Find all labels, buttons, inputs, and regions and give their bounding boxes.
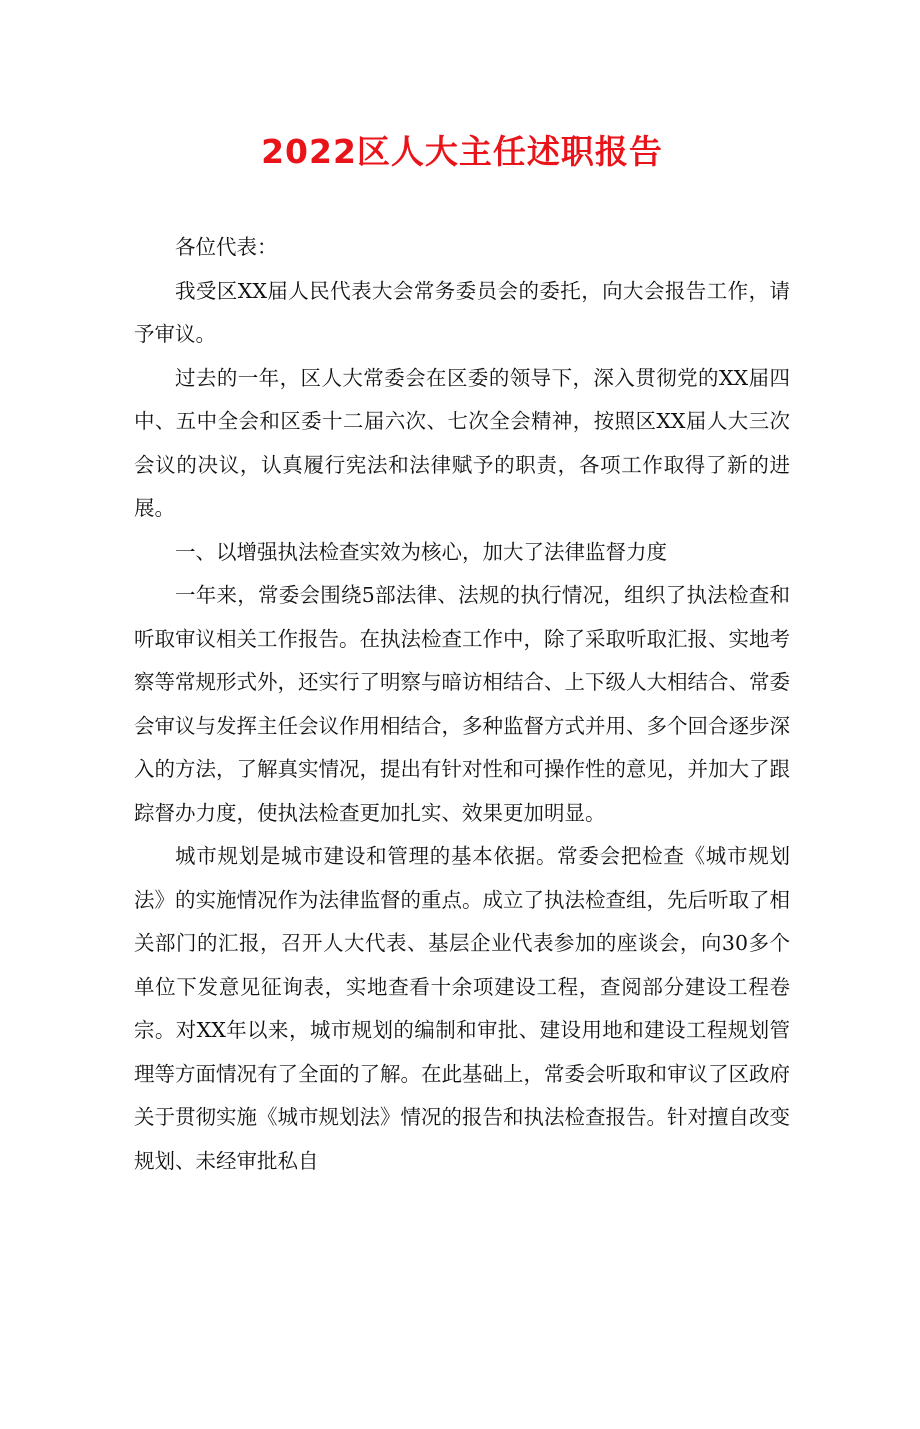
intro-paragraph: 我受区XX届人民代表大会常务委员会的委托，向大会报告工作，请予审议。	[134, 278, 790, 346]
overview-paragraph: 过去的一年，区人大常委会在区委的领导下，深入贯彻党的XX届四中、五中全会和区委十二届六次、七次全会精神，按照区XX届人大三次会议的决议，认真履行宪法和法律赋予的职责，各项工作取得了新的进展。	[134, 365, 790, 520]
document-title: 2022区人大主任述职报告	[261, 132, 663, 171]
salutation-paragraph: 各位代表：	[175, 235, 278, 259]
section-heading: 一、以增强执法检查实效为核心，加大了法律监督力度	[175, 539, 667, 564]
document-body	[134, 226, 790, 1183]
document-page	[0, 128, 920, 1429]
body-paragraph: 城市规划是城市建设和管理的基本依据。常委会把检查《城市规划法》的实施情况作为法律监督的重点。成立了执法检查组，先后听取了相关部门的汇报，召开人大代表、基层企业代表参加的座谈会，向30多个单位下发意见征询表，实地查看十余项建设工程，查阅部分建设工程卷宗。对XX年以来，城市规划的编制和审批、建设用地和建设工程规划管理等方面情况有了全面的了解。在此基础上，常委会听取和审议了区政府关于贯彻实施《城市规划法》情况的报告和执法检查报告。针对擅自改变规划、未经审批私自	[134, 844, 790, 1173]
body-paragraph: 一年来，常委会围绕5部法律、法规的执行情况，组织了执法检查和听取审议相关工作报告。在执法检查工作中，除了采取听取汇报、实地考察等常规形式外，还实行了明察与暗访相结合、上下级人大相结合、常委会审议与发挥主任会议作用相结合，多种监督方式并用、多个回合逐步深入的方法，了解真实情况，提出有针对性和可操作性的意见，并加大了跟踪督办力度，使执法检查更加扎实、效果更加明显。	[134, 583, 790, 825]
